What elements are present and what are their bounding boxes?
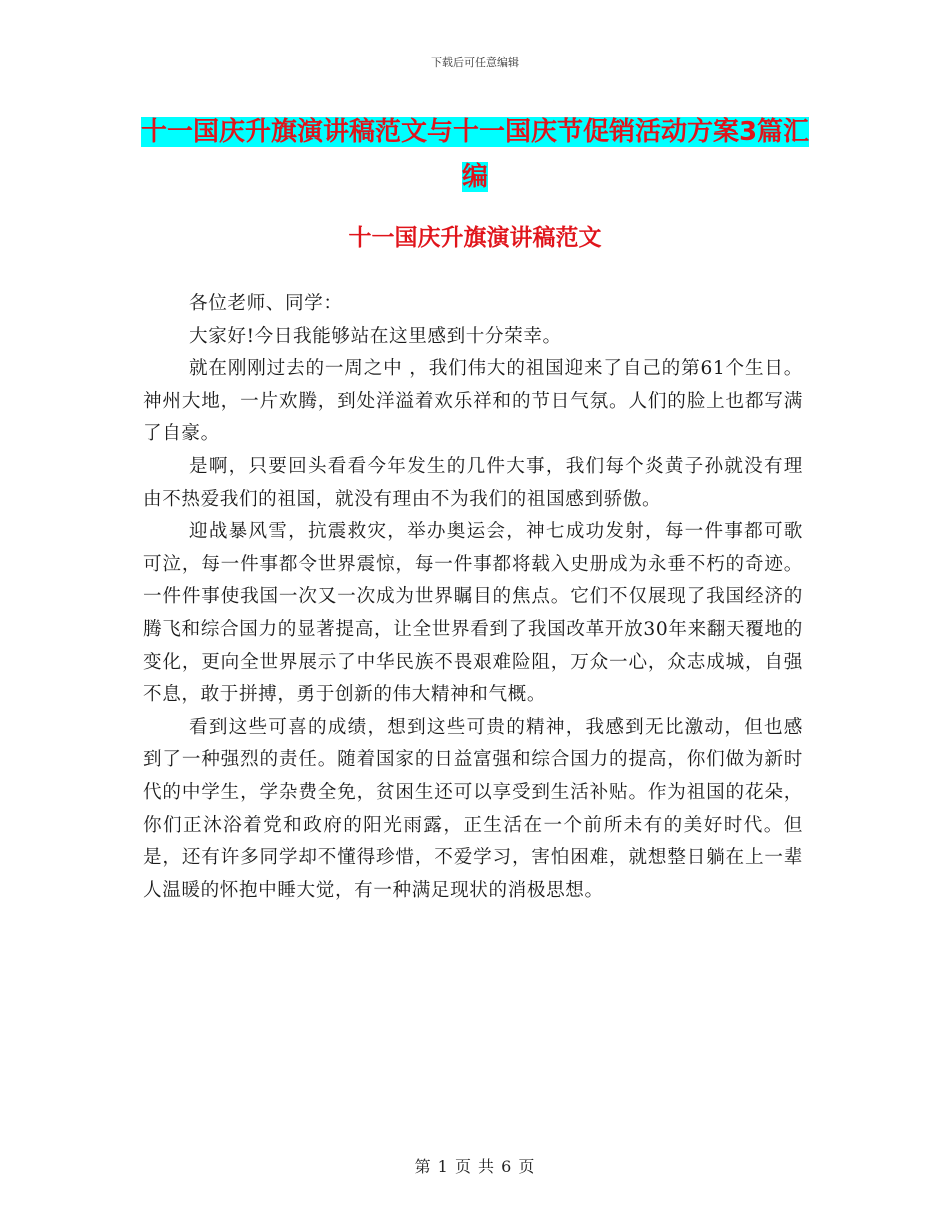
paragraph: 各位老师、同学： xyxy=(189,293,343,314)
document-body xyxy=(143,288,803,907)
document-title xyxy=(140,110,810,200)
section-title: 十一国庆升旗演讲稿范文 xyxy=(348,225,602,251)
paragraph: 看到这些可喜的成绩，想到这些可贵的精神，我感到无比激动，但也感到了一种强烈的责任。随着国家的日益富强和综合国力的提高，你们做为新时代的中学生，学杂费全免，贫困生还可以享受到生活补贴。作为祖国的花朵，你们正沐浴着党和政府的阳光雨露，正生活在一个前所未有的美好时代。但是，还有许多同学却不懂得珍惜，不爱学习，害怕困难，就想整日躺在上一辈人温暖的怀抱中睡大觉，有一种满足现状的消极思想。 xyxy=(143,716,803,901)
paragraph: 迎战暴风雪，抗震救灾，举办奥运会，神七成功发射，每一件事都可歌可泣，每一件事都令世界震惊，每一件事都将载入史册成为永垂不朽的奇迹。一件件事使我国一次又一次成为世界瞩目的焦点。它们不仅展现了我国经济的腾飞和综合国力的显著提高，让全世界看到了我国改革开放30年来翻天覆地的变化，更向全世界展示了中华民族不畏艰难险阻，万众一心，众志成城，自强不息，敢于拼搏，勇于创新的伟大精神和气概。 xyxy=(143,521,803,706)
page-header-note: 下载后可任意编辑 xyxy=(431,56,519,69)
paragraph: 是啊，只要回头看看今年发生的几件大事，我们每个炎黄子孙就没有理由不热爱我们的祖国，就没有理由不为我们的祖国感到骄傲。 xyxy=(143,455,803,510)
paragraph: 大家好!今日我能够站在这里感到十分荣幸。 xyxy=(189,325,562,347)
page-number-footer: 第 1 页 共 6 页 xyxy=(414,1157,536,1176)
document-title-text: 十一国庆升旗演讲稿范文与十一国庆节促销活动方案3篇汇编 xyxy=(140,117,810,192)
paragraph: 就在刚刚过去的一周之中 ，我们伟大的祖国迎来了自己的第61个生日。神州大地，一片欢腾，到处洋溢着欢乐祥和的节日气氛。人们的脸上也都写满了自豪。 xyxy=(143,358,803,445)
